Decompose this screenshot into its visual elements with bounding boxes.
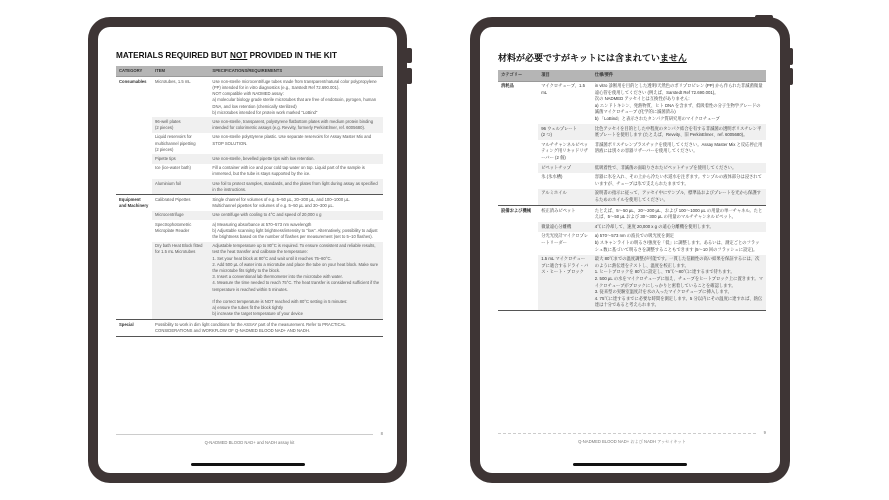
item-cell: 氷 (氷水槽) <box>541 174 563 180</box>
spec-cell: 容器に氷を入れ、その上から冷たい水道水を注ぎます。サンプルの液体部分は浸されていますが、チューブは氷で支えられたままです。 <box>594 174 762 186</box>
spec-cell: Use non-sterile, bevelled pipette tips with low retention. <box>209 154 383 163</box>
table-row <box>498 173 766 189</box>
table-row <box>498 222 766 232</box>
column-header-specifications: SPECIFICATIONS/REQUIREMENTS <box>209 66 383 77</box>
spec-cell: Adjustable temperature up to 80°C is required. To ensure consistent and reliable results, test the heat transfer and calibrate the temperature: 1. Set your heat block at 80°C and wait until it reaches 75–80°C. 2. Add 500 µL of water into a microtube and place the tube on your heat block. Make sure the microtube fits tightly to the block. 3. Insert a conventional lab thermometer into the microtube with water. 4. Measure the time needed to reach 75°C. The heat transfer is considered sufficient if the temperature is reached within 5 minutes. If the correct temperature is NOT reached with 80°C setting in 5 minutes: a) ensure the tubes fit the block tightly b) increase the target temperature of your device <box>209 242 383 320</box>
power-button <box>755 15 773 19</box>
category-cell: 消耗品 <box>501 83 514 89</box>
category-cell <box>498 173 538 189</box>
spec-cell: a) Measuring absorbance at 570–573 nm wavelength b) Adjustable scanning light brightness/intensity to "low". Alternatively, possibility to adjust the brightness based on the number of flashes per measurement (set to 5–10 flashes). <box>212 221 378 239</box>
category-cell <box>116 117 152 132</box>
spec-cell: Fill a container with ice and pour cold tap water on top. Liquid part of the sample is immersed, but the tube is stays supported by the ice. <box>212 165 365 177</box>
item-cell: 校正済みピペット <box>538 206 592 223</box>
category-cell <box>498 163 538 173</box>
volume-up-button <box>406 48 412 63</box>
category-cell <box>498 255 538 311</box>
category-cell: Equipment and Machinery <box>116 195 152 211</box>
table-row <box>498 124 766 140</box>
table-row <box>498 81 766 124</box>
table-row <box>116 211 383 220</box>
tablet-english <box>88 17 407 483</box>
column-header-category: CATEGORY <box>116 66 152 77</box>
item-cell: 1.5 mL マイクロチューブに適合するドライ・バス・ヒート・ブロック <box>538 255 592 311</box>
spec-cell: Use centrifuge with cooling to 4°C and speed of 20,000 x g <box>209 211 383 220</box>
item-cell: マイクロチューブ、1.5 mL <box>541 83 585 95</box>
table-row <box>116 195 383 211</box>
spec-cell: Use non-sterile polystyrene plastic. Use separate reservoirs for Assay Master Mix and STOP SOLUTION. <box>212 134 372 146</box>
spec-cell: 説明書の指示に従って、アッセイ中にサンプル、標準品およびプレートを光から保護するためのホイルを使用してください。 <box>592 189 766 206</box>
spec-cell: Possibility to work in dim light conditions for the ASSAY part of the measurement. Refer to PRACTICAL CONSIDERATIONS and WORKFLOW OF Q-NADMED BLOOD NAD+ AND NADH. <box>152 320 383 336</box>
page-number: 8 <box>380 431 383 436</box>
page-title: MATERIALS REQUIRED BUT NOT PROVIDED IN THE KIT <box>116 51 337 60</box>
table-row <box>498 140 766 163</box>
home-indicator[interactable] <box>191 463 305 466</box>
spec-cell: 比色アッセイを目的とした中程度のタンパク結合を有する非滅菌の透明ポリスチレン平底プレートを使用します (たとえば、Revvity、旧 PerkinElmer、ref. 6005680)。 <box>592 124 766 140</box>
category-cell <box>498 189 538 206</box>
table-row <box>116 77 383 118</box>
item-cell: アルミホイル <box>538 189 592 206</box>
spec-cell: Single channel for volumes of e.g. 5–50 µL, 20–200 µL, and 100–1000 µL. Multichannel pipettes for volumes of e.g. 5–50 µL and 30–300 µL. <box>209 195 383 211</box>
item-cell: 96-well plates (2 pieces) <box>152 117 209 132</box>
column-header-item: 項目 <box>538 70 592 81</box>
category-cell <box>498 232 538 255</box>
table-row <box>498 189 766 206</box>
table-row <box>498 232 766 255</box>
table-row <box>498 163 766 173</box>
table-row <box>116 220 383 242</box>
tablet-screen <box>98 27 397 473</box>
column-header-specifications: 仕様/要件 <box>592 70 766 81</box>
item-cell: マルチチャンネルピペッティング用リキッドリザーバー (2 個) <box>541 141 589 161</box>
table-row <box>116 117 383 132</box>
spec-cell: 低吸着性で、非滅菌の面取りされたピペットチップを使用してください。 <box>592 163 766 173</box>
item-cell: Dry bath Heat Block fitted for 1.5 mL Microtubes <box>152 242 209 320</box>
category-cell <box>116 133 152 155</box>
item-cell: Aluminium foil <box>152 179 209 195</box>
item-cell: Ice (ice-water bath) <box>155 165 191 171</box>
document-page[interactable] <box>116 51 383 337</box>
materials-table <box>116 66 383 337</box>
item-cell: ピペットチップ <box>538 163 592 173</box>
footer-text: Q-NADMED BLOOD NAD+ および NADH アッセイキット <box>578 439 686 444</box>
spec-cell: Use non-sterile microcentrifuge tubes made from transparent/natural color polypropylene (PP) intended for in vitro diagnostics (e.g., Sarstedt Ref 72.690.001). NOT compatible with NADMED assay: a) molecular biology grade sterile microtubes that are free of endotoxin, pyrogen, human DNA, and low retention (chemically sterilized) b) microtubes intended for protein work marked "LoBind" <box>212 78 377 115</box>
spec-cell: たとえば、5〜50 µL、20〜200 µL、および 100〜1000 µL の用量の単一チャネル。たとえば、5〜50 µL および 30〜300 µL の用量のマルチチャンネルピペット。 <box>592 206 766 223</box>
category-cell <box>116 211 152 220</box>
table-row <box>116 320 383 336</box>
volume-down-button <box>789 68 793 85</box>
item-cell: Spectrophotometric Microplate Reader <box>155 221 192 233</box>
category-cell: Consumables <box>119 78 147 84</box>
document-page[interactable] <box>498 51 766 311</box>
item-cell: 分光光度計マイクロプレートリーダー <box>541 233 589 245</box>
page-footer <box>498 430 766 445</box>
spec-cell: in vitro 診断用を目的とした透明/天然色のポリプロピレン (PP) から作られた非滅菌微量遠心管を使用してください (例えば、Sarstedt Ref 72.690.001)。 次の NADMED アッセイとは互換性がありません: a) エンドトキシン、発熱物質、ヒト DNA を含まず、低吸着性の分子生物学グレードの滅菌マイクロチューブ (化学的に滅菌済み) b) 「LoBind」と表示されたタンパク質研究用のマイクロチューブ <box>594 83 763 122</box>
category-cell <box>498 124 538 140</box>
category-cell <box>116 220 152 242</box>
spec-cell: a) 570〜573 nm の波長での吸光度を測定 b) スキャンライトの明るさ/強度を「低」に調整します。あるいは、測定ごとのフラッシュ数に基づいて明るさを調整することもできます (5〜10 回のフラッシュに設定)。 <box>594 233 760 252</box>
table-row <box>116 154 383 163</box>
table-row <box>498 255 766 311</box>
footer-text: Q-NADMED BLOOD NAD+ and NADH assay kit <box>204 440 295 445</box>
item-cell: Microtubes, 1.5 mL <box>155 78 191 84</box>
page-number: 9 <box>763 430 766 435</box>
spec-cell: Use foil to protect samples, standards, and the plates from light during assay as specified in the instructions. <box>209 179 383 195</box>
table-row <box>116 133 383 155</box>
item-cell: Calibrated Pipettes <box>152 195 209 211</box>
table-row <box>116 179 383 195</box>
category-cell <box>116 154 152 163</box>
category-cell <box>498 140 538 163</box>
item-cell: Pipette tips <box>152 154 209 163</box>
category-cell: Special <box>116 320 152 336</box>
materials-table <box>498 70 766 311</box>
item-cell: 微量遠心分離機 <box>538 222 592 232</box>
table-row <box>498 206 766 223</box>
volume-down-button <box>406 68 412 84</box>
spec-cell: 非滅菌ポリスチレンプラスチックを使用してください。Assay Master Mix と反応停止用溶液には別々の容器リザーバーを使用してください。 <box>594 141 763 154</box>
item-cell: Liquid reservoirs for multichannel pipetting (2 pieces) <box>155 134 196 152</box>
spec-cell: Use non-sterile, transparent, polystyrene flatbottom plates with medium protein binding intended for colorimetric assays (e.g. Revvity, formerly PerkinElmer, ref. 6005680). <box>209 117 383 132</box>
tablet-screen <box>480 27 780 473</box>
category-cell <box>116 179 152 195</box>
page-title: 材料が必要ですがキットには含まれていません <box>498 53 687 63</box>
item-cell: Microcentrifuge <box>152 211 209 220</box>
home-indicator[interactable] <box>573 463 687 466</box>
item-cell: 96 ウェルプレート (2 つ) <box>538 124 592 140</box>
category-cell <box>116 242 152 320</box>
volume-up-button <box>789 48 793 65</box>
spec-cell: 4℃に冷却して、速度 20,000 x g の遠心分離機を使用します。 <box>592 222 766 232</box>
category-cell: 設備および機械 <box>498 206 538 223</box>
column-header-item: ITEM <box>152 66 209 77</box>
category-cell <box>498 222 538 232</box>
tablet-japanese <box>470 17 790 483</box>
column-header-category: カテゴリー <box>498 70 538 81</box>
table-row <box>116 164 383 179</box>
page-footer <box>116 431 383 445</box>
spec-cell: 最大 80℃までの温度調整が可能です。一貫した信頼性の高い結果を保証するには、次のように熱伝達をテストし、温度を校正します。 1. ヒートブロックを 80℃に設定し、75℃〜80℃に達するまで待ちます。 2. 500 µL の水をマイクロチューブに加え、チューブをヒートブロック上に置きます。マイクロチューブがブロックにしっかりと密着していることを確認します。 3. 従来型の実験室温度計を水の入ったマイクロチューブに挿入します。 4. 75℃に達するまでに必要な時間を測定します。5 分以内にその温度に達すれば、熱伝達は十分であると考えられます。 <box>592 255 766 311</box>
category-cell <box>116 164 152 179</box>
table-row <box>116 242 383 320</box>
